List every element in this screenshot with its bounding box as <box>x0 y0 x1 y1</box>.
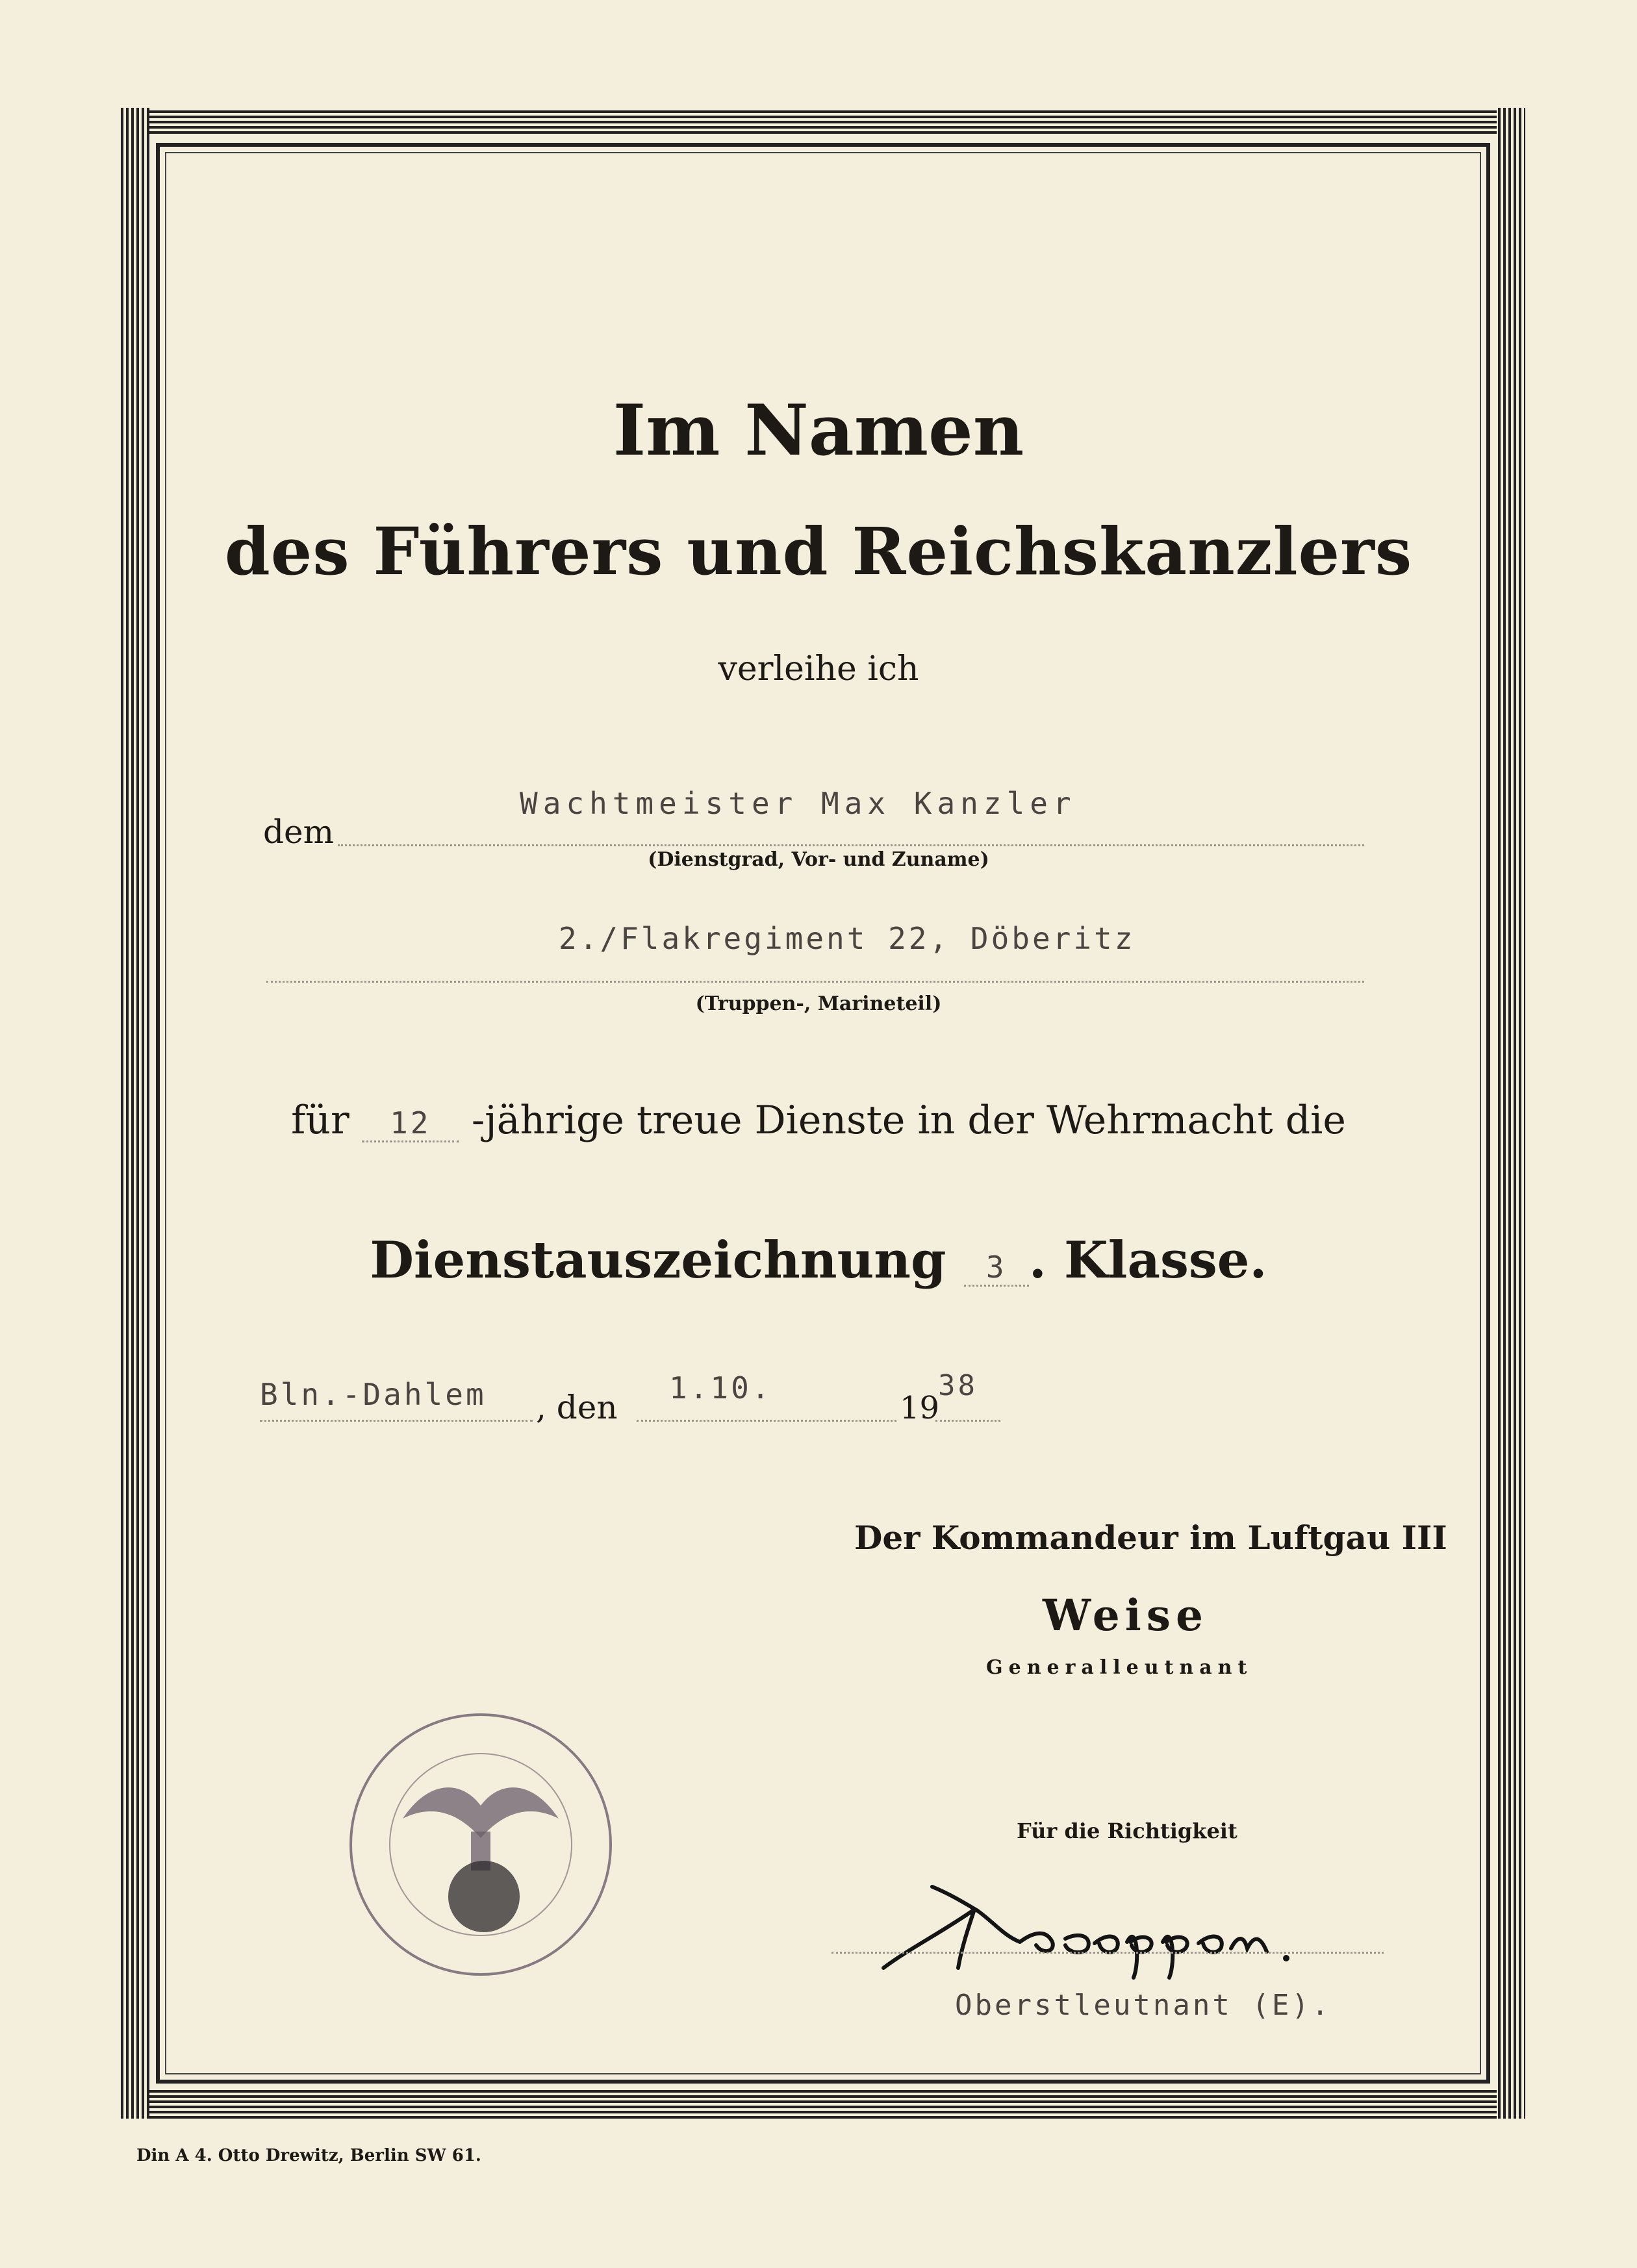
printer-line: Din A 4. Otto Drewitz, Berlin SW 61. <box>136 2146 481 2165</box>
year: 38 <box>938 1369 978 1402</box>
handwritten-signature <box>870 1871 1338 1981</box>
recipient-prefix: dem <box>263 813 335 851</box>
recipient-unit: 2./Flakregiment 22, Döberitz <box>559 921 1136 956</box>
name-dotted-line <box>338 844 1364 846</box>
official-stamp <box>338 1702 624 1987</box>
award-name: Dienstauszeichnung <box>370 1231 946 1290</box>
award-class-label: . Klasse. <box>1028 1231 1267 1290</box>
century: 19 <box>900 1390 940 1426</box>
service-line <box>0 1098 1637 1143</box>
place-dotted-line <box>260 1420 533 1422</box>
unit-caption: (Truppen-, Marineteil) <box>695 992 942 1015</box>
certification-label: Für die Richtigkeit <box>1017 1819 1237 1843</box>
recipient-name: Wachtmeister Max Kanzler <box>520 786 1076 821</box>
heading-line-1: Im Namen <box>613 390 1024 472</box>
unit-dotted-line <box>266 981 1364 983</box>
heading-line-2: des Führers und Reichskanzlers <box>224 513 1413 590</box>
year-dotted-line <box>935 1420 1000 1422</box>
award-class-number: 3 <box>964 1250 1029 1287</box>
grant-text: verleihe ich <box>718 649 919 688</box>
service-suffix: -jährige treue Dienste in der Wehrmacht die <box>471 1098 1346 1143</box>
date: 1.10. <box>669 1370 772 1405</box>
place: Bln.-Dahlem <box>260 1377 487 1412</box>
signature-dotted-line <box>831 1952 1384 1954</box>
service-years: 12 <box>362 1105 459 1142</box>
award-line <box>0 1231 1637 1290</box>
signatory-title: Der Kommandeur im Luftgau III <box>854 1518 1447 1557</box>
date-den: , den <box>536 1389 618 1426</box>
date-dotted-line <box>637 1420 896 1422</box>
signatory-name: Weise <box>1043 1590 1208 1641</box>
service-prefix: für <box>291 1098 349 1143</box>
name-caption: (Dienstgrad, Vor- und Zuname) <box>648 848 989 871</box>
certification-rank: Oberstleutnant (E). <box>955 1989 1332 2022</box>
signatory-rank: Generalleutnant <box>986 1656 1253 1679</box>
